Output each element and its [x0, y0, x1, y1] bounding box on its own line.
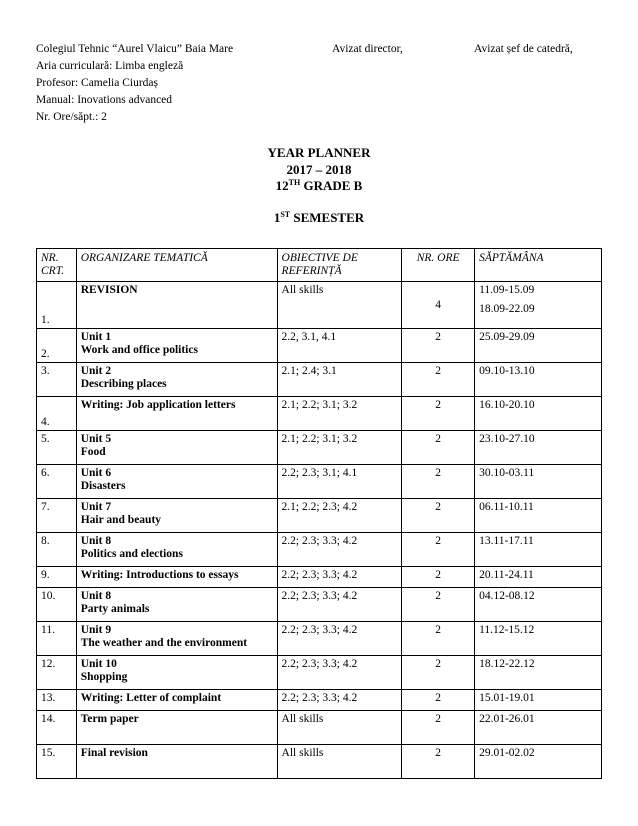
row-week: 25.09-29.09: [475, 329, 602, 363]
row-topic: [76, 431, 277, 465]
curricular-area: Aria curriculară: Limba engleză: [36, 60, 184, 72]
row-week-1: 11.09-15.09: [479, 284, 535, 296]
grade-text: GRADE B: [300, 178, 363, 193]
row-topic-subtitle: The weather and the environment: [80, 637, 248, 649]
row-topic-subtitle: Describing places: [80, 378, 167, 390]
row-topic: [76, 533, 277, 567]
header-ore: NR. ORE: [402, 249, 475, 282]
row-week: 22.01-26.01: [475, 711, 602, 745]
college-name: Colegiul Tehnic “Aurel Vlaicu” Baia Mare: [36, 43, 234, 55]
row-nr: 8.: [37, 533, 77, 567]
row-topic-subtitle: Food: [80, 446, 106, 458]
row-objectives: 2.2; 2.3; 3.1; 4.1: [277, 465, 402, 499]
row-topic-title: Unit 8: [80, 590, 112, 602]
row-topic: [76, 622, 277, 656]
table-row: [37, 622, 602, 656]
row-week: 09.10-13.10: [475, 363, 602, 397]
row-nr: 10.: [37, 588, 77, 622]
row-week-2: 18.09-22.09: [479, 303, 535, 315]
table-row: [37, 431, 602, 465]
row-topic: Final revision: [76, 745, 277, 779]
row-hours: 2: [402, 499, 475, 533]
row-nr: 1.: [37, 282, 77, 329]
row-week: 06.11-10.11: [475, 499, 602, 533]
row-topic-title: Unit 7: [80, 501, 112, 513]
title-line-1: YEAR PLANNER: [267, 145, 371, 160]
row-week: 16.10-20.10: [475, 397, 602, 431]
grade-line: [0, 178, 638, 195]
row-hours: 2: [402, 465, 475, 499]
row-objectives: 2.2; 2.3; 3.3; 4.2: [277, 588, 402, 622]
row-week: 11.12-15.12: [475, 622, 602, 656]
row-weeks: [475, 282, 602, 329]
row-topic-subtitle: Shopping: [80, 671, 128, 683]
table-row: [37, 397, 602, 431]
row-hours: 2: [402, 656, 475, 690]
row-topic-title: Unit 6: [80, 467, 112, 479]
row-topic: [76, 363, 277, 397]
row-hours: 2: [402, 363, 475, 397]
table-row: [37, 282, 602, 329]
row-topic: [76, 588, 277, 622]
semester-heading: [0, 210, 638, 226]
row-nr: 3.: [37, 363, 77, 397]
row-objectives: All skills: [277, 711, 402, 745]
row-hours: 4: [402, 282, 475, 329]
table-row: [37, 533, 602, 567]
row-nr: 11.: [37, 622, 77, 656]
row-topic-subtitle: Work and office politics: [80, 344, 198, 356]
table-row: [37, 567, 602, 588]
row-topic-subtitle: Disasters: [80, 480, 126, 492]
table-row: [37, 690, 602, 711]
table-row: [37, 588, 602, 622]
row-nr: 2.: [37, 329, 77, 363]
title-line-2: 2017 – 2018: [286, 161, 352, 177]
grade-number: 12: [275, 178, 289, 193]
table-row: [37, 711, 602, 745]
row-nr: 15.: [37, 745, 77, 779]
row-hours: 2: [402, 533, 475, 567]
header-row-1: [36, 41, 602, 58]
row-week: 23.10-27.10: [475, 431, 602, 465]
row-topic-title: Unit 2: [80, 365, 112, 377]
header-org: ORGANIZARE TEMATICĂ: [76, 249, 277, 282]
row-objectives: All skills: [277, 282, 402, 329]
table-row: [37, 329, 602, 363]
row-hours: 2: [402, 567, 475, 588]
row-objectives: All skills: [277, 745, 402, 779]
row-week: 18.12-22.12: [475, 656, 602, 690]
row-objectives: 2.1; 2.2; 3.1; 3.2: [277, 431, 402, 465]
row-objectives: 2.2, 3.1, 4.1: [277, 329, 402, 363]
row-topic-title: Unit 1: [80, 331, 112, 343]
table-row: [37, 499, 602, 533]
weekly-hours: Nr. Ore/săpt.: 2: [36, 111, 107, 123]
semester-text: SEMESTER: [290, 210, 365, 225]
grade-sup: TH: [288, 178, 301, 187]
teacher-name: Profesor: Camelia Ciurdaș: [36, 77, 159, 89]
row-hours: 2: [402, 622, 475, 656]
header-obj: OBIECTIVE DE REFERINȚĂ: [277, 249, 402, 282]
row-objectives: 2.2; 2.3; 3.3; 4.2: [277, 690, 402, 711]
table-row: [37, 656, 602, 690]
row-nr: 5.: [37, 431, 77, 465]
row-hours: 2: [402, 711, 475, 745]
row-topic-subtitle: Hair and beauty: [80, 514, 162, 526]
planner-title: [0, 145, 638, 195]
row-week: 30.10-03.11: [475, 465, 602, 499]
director-approval: Avizat director,: [332, 43, 403, 55]
row-topic-title: Unit 9: [80, 624, 112, 636]
row-topic: [76, 465, 277, 499]
row-nr: 9.: [37, 567, 77, 588]
row-objectives: 2.2; 2.3; 3.3; 4.2: [277, 656, 402, 690]
table-row: [37, 363, 602, 397]
row-nr: 7.: [37, 499, 77, 533]
row-objectives: 2.2; 2.3; 3.3; 4.2: [277, 622, 402, 656]
row-topic: [76, 656, 277, 690]
row-nr: 12.: [37, 656, 77, 690]
row-hours: 2: [402, 745, 475, 779]
row-week: 15.01-19.01: [475, 690, 602, 711]
row-week: 20.11-24.11: [475, 567, 602, 588]
row-topic: Writing: Letter of complaint: [76, 690, 277, 711]
row-objectives: 2.1; 2.2; 3.1; 3.2: [277, 397, 402, 431]
row-topic: REVISION: [76, 282, 277, 329]
row-nr: 13.: [37, 690, 77, 711]
row-hours: 2: [402, 431, 475, 465]
table-header-row: [37, 249, 602, 282]
header-week: SĂPTĂMÂNA: [475, 249, 602, 282]
table-row: [37, 465, 602, 499]
row-hours: 2: [402, 690, 475, 711]
table-row: [37, 745, 602, 779]
row-topic: Writing: Job application letters: [76, 397, 277, 431]
semester-number: 1: [273, 210, 281, 225]
head-of-dept-approval: Avizat șef de catedră,: [474, 43, 573, 55]
row-topic: Term paper: [76, 711, 277, 745]
row-hours: 2: [402, 397, 475, 431]
row-objectives: 2.2; 2.3; 3.3; 4.2: [277, 533, 402, 567]
row-topic: [76, 329, 277, 363]
semester-sup: ST: [280, 210, 291, 219]
row-nr: 6.: [37, 465, 77, 499]
row-week: 13.11-17.11: [475, 533, 602, 567]
row-topic-title: Unit 10: [80, 658, 117, 670]
row-topic: Writing: Introductions to essays: [76, 567, 277, 588]
row-topic-title: Unit 8: [80, 535, 112, 547]
row-objectives: 2.2; 2.3; 3.3; 4.2: [277, 567, 402, 588]
row-topic-subtitle: Party animals: [80, 603, 150, 615]
row-week: 04.12-08.12: [475, 588, 602, 622]
row-objectives: 2.1; 2.2; 2.3; 4.2: [277, 499, 402, 533]
row-nr: 4.: [37, 397, 77, 431]
header-nr: NR. CRT.: [37, 249, 77, 282]
row-hours: 2: [402, 329, 475, 363]
planner-table: [36, 248, 602, 779]
row-hours: 2: [402, 588, 475, 622]
row-nr: 14.: [37, 711, 77, 745]
row-topic-subtitle: Politics and elections: [80, 548, 183, 560]
row-objectives: 2.1; 2.4; 3.1: [277, 363, 402, 397]
row-week: 29.01-02.02: [475, 745, 602, 779]
document-header: [36, 41, 602, 126]
manual-name: Manual: Inovations advanced: [36, 94, 173, 106]
row-topic: [76, 499, 277, 533]
row-topic-title: Unit 5: [80, 433, 112, 445]
